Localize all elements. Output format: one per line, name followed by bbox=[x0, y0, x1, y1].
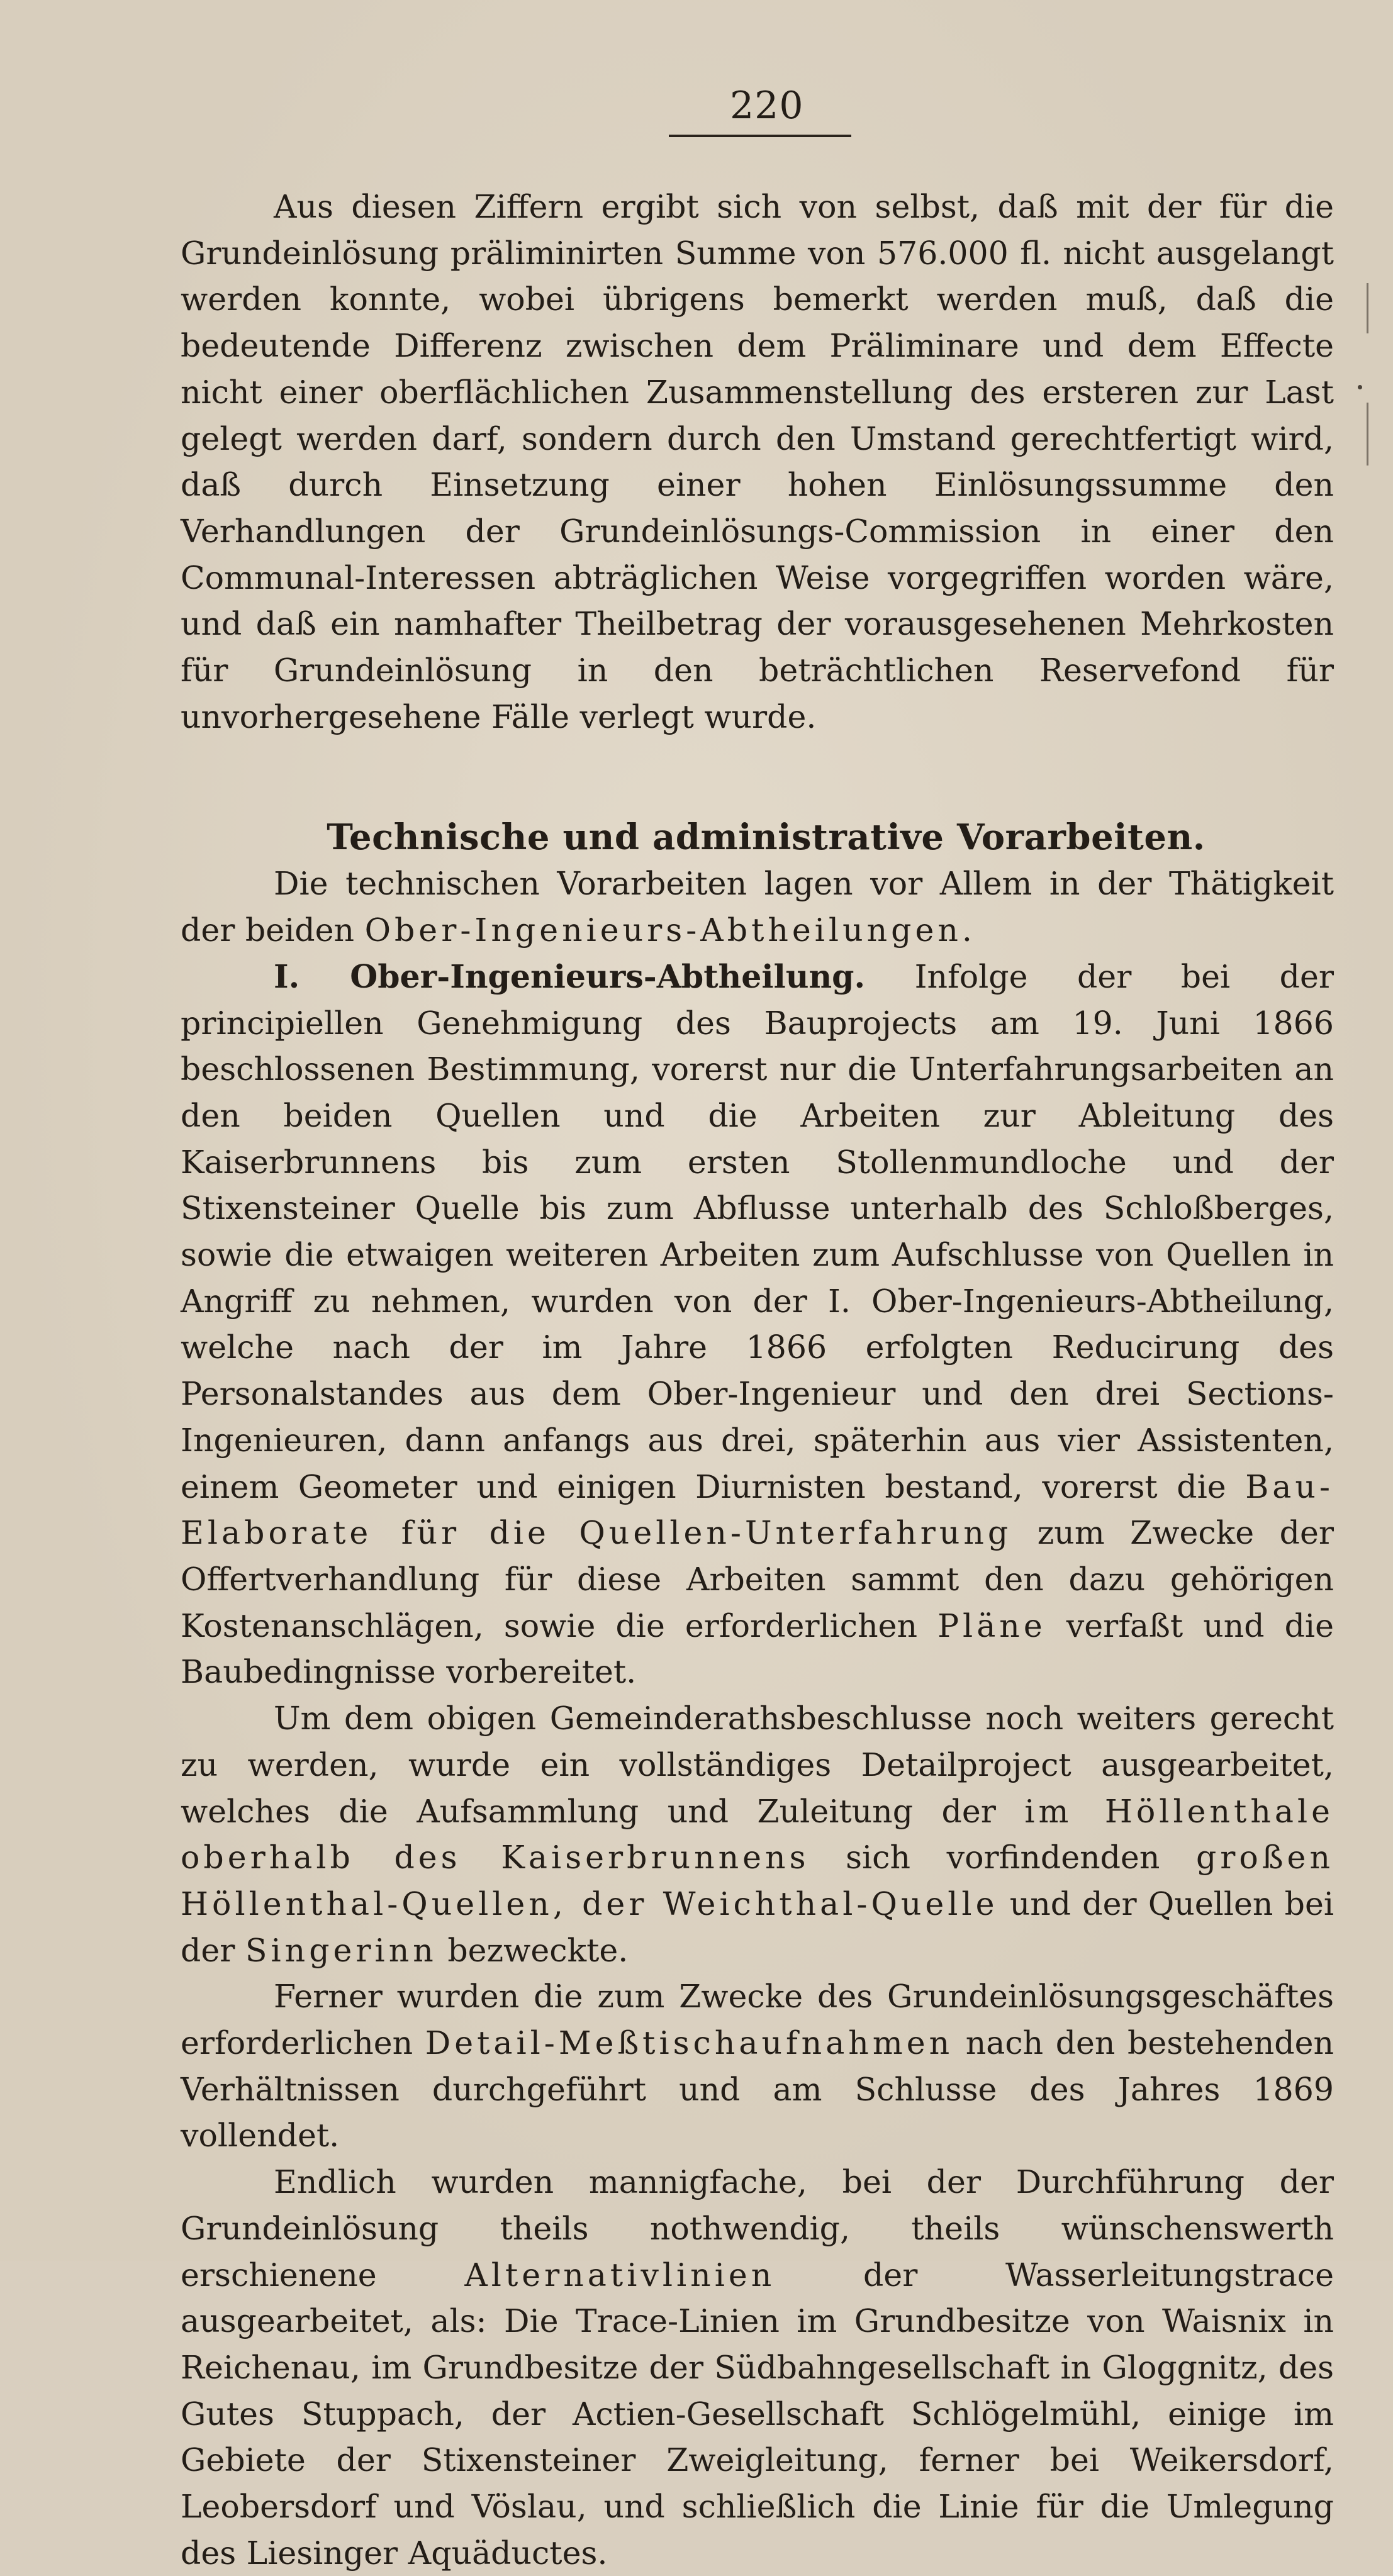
division-spaced-1: Bau-Elaborate für die Quellen-Unterfahrung bbox=[181, 1468, 1334, 1552]
paragraph-alternatives bbox=[181, 2159, 1334, 2576]
survey-text-1: Ferner wurden die zum Zwecke des Grundeinlösungsgeschäftes erforderlichen bbox=[181, 1978, 1334, 2062]
paragraph-technical-text: Die technischen Vorarbeiten lagen vor Allem in der Thätigkeit der beiden bbox=[181, 865, 1334, 949]
alternatives-text-2: der Wasserleitungstrace ausgearbeitet, als: Die Trace-Linien im Grundbesitze von Waisnix in Reichenau, im Grundbesitze der Südbahngesellschaft in Gloggnitz, des Gutes Stuppach, der Actien-Gesellschaft Schlögelmühl, einige im Gebiete der Stixensteiner Zweigleitung, ferner bei Weikersdorf, Leobersdorf und Vöslau, und schließlich die Linie für die Umlegung des Liesinger Aquäductes. bbox=[181, 2256, 1334, 2572]
detail-text-1: Um dem obigen Gemeinderathsbeschlusse noch weiters gerecht zu werden, wurde ein vollständiges Detailproject ausgearbeitet, welches die Aufsammlung und Zuleitung der bbox=[181, 1700, 1334, 1830]
alternatives-text-1: Endlich wurden mannigfache, bei der Durchführung der Grundeinlösung theils nothwendig, theils wünschenswerth erschienene bbox=[181, 2163, 1334, 2294]
detail-text-3: und der Quellen bei der bbox=[181, 1885, 1334, 1969]
body-text bbox=[181, 184, 1334, 2576]
margin-mark-lower bbox=[1367, 403, 1368, 466]
division-text-2: zum Zwecke der Offertverhandlung für diese Arbeiten sammt den dazu gehörigen Kostenanschlägen, sowie die erforderlichen bbox=[181, 1514, 1334, 1644]
paragraph-survey bbox=[181, 1973, 1334, 2159]
survey-text-2: nach den bestehenden Verhältnissen durchgeführt und am Schlusse des Jahres 1869 vollendet. bbox=[181, 2024, 1334, 2155]
division-text-3: verfaßt und die Baubedingnisse vorbereitet. bbox=[181, 1607, 1334, 1691]
detail-text-4: bezweckte. bbox=[447, 1931, 629, 1969]
paragraph-technical bbox=[181, 861, 1334, 953]
ink-speck bbox=[1358, 385, 1362, 389]
detail-spaced-1: im Höllenthale oberhalb des Kaiserbrunnens bbox=[181, 1792, 1334, 1876]
division-spaced-2: Pläne bbox=[937, 1607, 1046, 1644]
division-text-1: Infolge der bei der principiellen Genehmigung des Bauprojects am 19. Juni 1866 beschlossenen Bestimmung, vorerst nur die Unterfahrungsarbeiten an den beiden Quellen und die Arbeiten zur Ableitung des Kaiserbrunnens bis zum ersten Stollenmundloche und der Stixensteiner Quelle bis zum Abflusse unterhalb des Schloßberges, sowie die etwaigen weiteren Arbeiten zum Aufschlusse von Quellen in Angriff zu nehmen, wurden von der I. Ober-Ingenieurs-Abtheilung, welche nach der im Jahre 1866 erfolgten Reducirung des Personalstandes aus dem Ober-Ingenieur und den drei Sections-Ingenieuren, dann anfangs aus drei, späterhin aus vier Assistenten, einem Geometer und einigen Diurnisten bestand, vorerst die bbox=[181, 957, 1334, 1505]
page-number-rule bbox=[669, 135, 851, 137]
alternatives-spaced-1: Alternativlinien bbox=[464, 2256, 776, 2294]
detail-spaced-2: großen Höllenthal-Quellen, der Weichthal-Quelle bbox=[181, 1839, 1334, 1922]
detail-text-2: sich vorfindenden bbox=[846, 1839, 1160, 1876]
margin-mark-upper bbox=[1367, 283, 1368, 333]
detail-spaced-3: Singerinn bbox=[245, 1931, 437, 1969]
paragraph-detail-project bbox=[181, 1695, 1334, 1973]
section-heading: Technische und administrative Vorarbeiten. bbox=[327, 817, 1206, 859]
intro-paragraph: Aus diesen Ziffern ergibt sich von selbst, daß mit der für die Grundeinlösung präliminirten Summe von 576.000 fl. nicht ausgelangt werden konnte, wobei übrigens bemerkt werden muß, daß die bedeutende Differenz zwischen dem Präliminare und dem Effecte nicht einer oberflächlichen Zusammenstellung des ersteren zur Last gelegt werden darf, sondern durch den Umstand gerechtfertigt wird, daß durch Einsetzung einer hohen Einlösungssumme den Verhandlungen der Grundeinlösungs-Commission in einer den Communal-Interessen abträglichen Weise vorgegriffen worden wäre, und daß ein namhafter Theilbetrag der vorausgesehenen Mehrkosten für Grundeinlösung in den beträchtlichen Reservefond für unvorhergesehene Fälle verlegt wurde. bbox=[181, 188, 1334, 735]
survey-spaced-1: Detail-Meßtischaufnahmen bbox=[425, 2024, 954, 2062]
division-label: I. Ober-Ingenieurs-Abtheilung. bbox=[274, 957, 866, 995]
paragraph-first-division bbox=[181, 954, 1334, 1695]
page-number: 220 bbox=[730, 84, 804, 128]
paragraph-technical-spaced: Ober-Ingenieurs-Abtheilungen. bbox=[364, 912, 976, 949]
